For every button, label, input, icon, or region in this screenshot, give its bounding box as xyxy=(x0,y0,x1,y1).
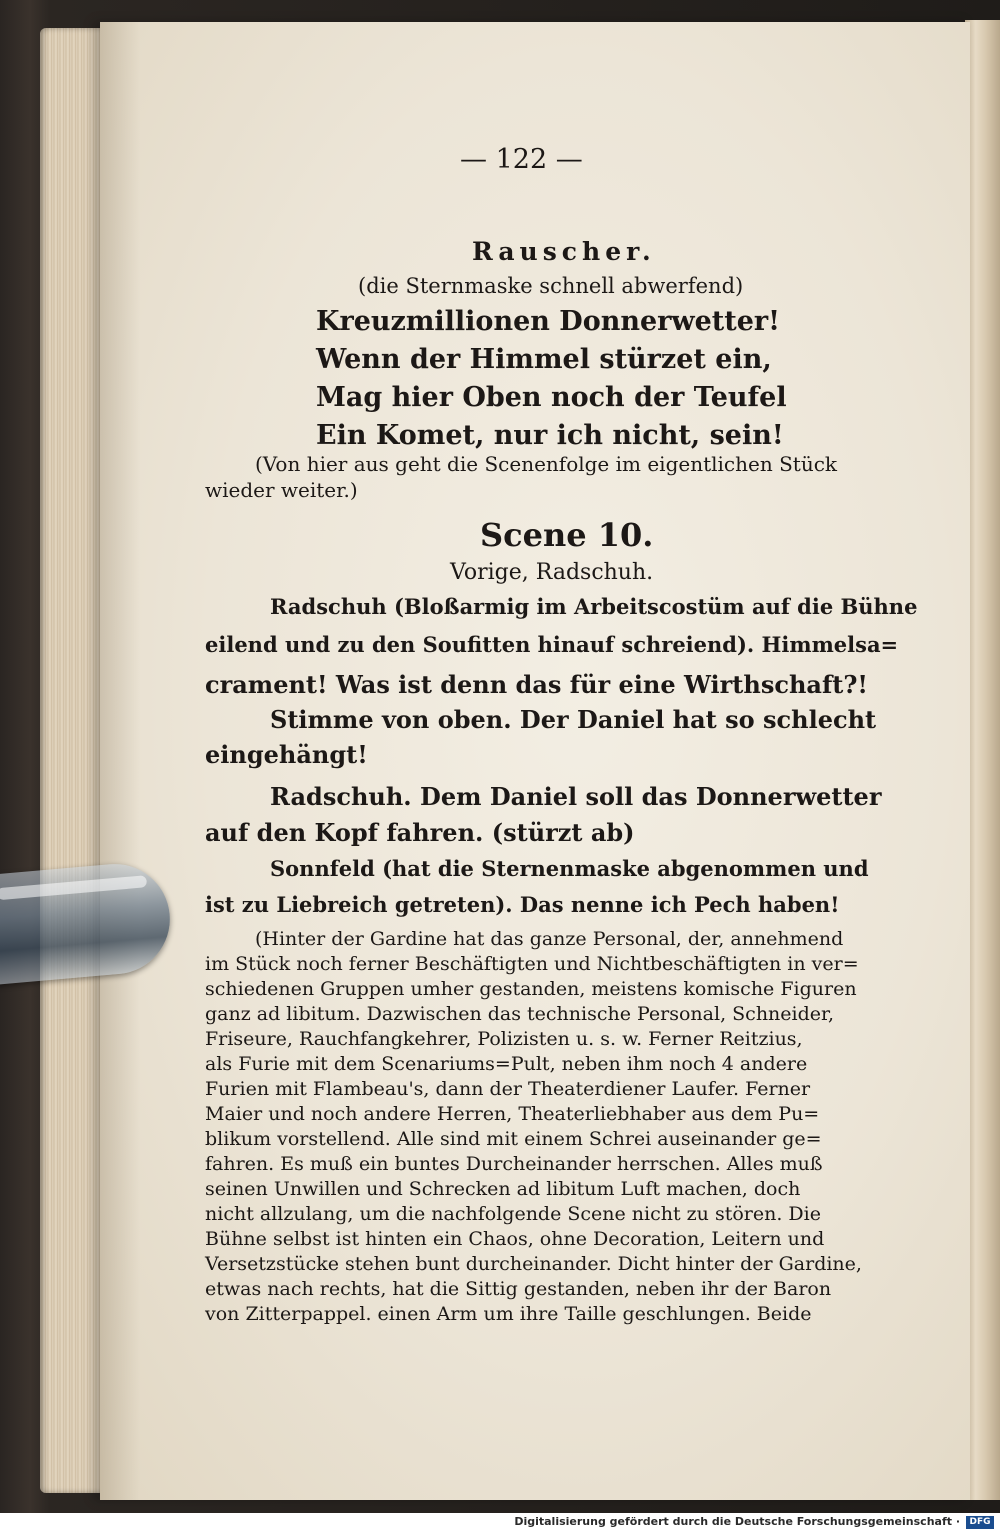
speaker-rauscher: Rauscher. xyxy=(472,237,656,266)
stage-direction-line: etwas nach rechts, hat die Sittig gestanden, neben ihr der Baron xyxy=(205,1278,832,1300)
cover-edge xyxy=(965,20,1000,1500)
dialogue-line: Stimme von oben. Der Daniel hat so schlecht xyxy=(270,705,877,734)
dialogue-line: eilend und zu den Soufitten hinauf schreiend). Himmelsa= xyxy=(205,632,899,657)
note-line: (Von hier aus geht die Scenenfolge im eigentlichen Stück xyxy=(255,452,838,476)
stage-direction-line: schiedenen Gruppen umher gestanden, meistens komische Figuren xyxy=(205,978,857,1000)
clip-highlight xyxy=(0,875,147,900)
page-number: — 122 — xyxy=(460,144,583,175)
scene-persons: Vorige, Radschuh. xyxy=(450,560,654,585)
stage-direction-line: Friseure, Rauchfangkehrer, Polizisten u. s. w. Ferner Reitzius, xyxy=(205,1028,803,1050)
dialogue-line: Radschuh. Dem Daniel soll das Donnerwetter xyxy=(270,782,882,811)
verse-line: Ein Komet, nur ich nicht, sein! xyxy=(316,420,784,451)
verse-line: Mag hier Oben noch der Teufel xyxy=(316,382,787,413)
stage-direction-line: Bühne selbst ist hinten ein Chaos, ohne Decoration, Leitern und xyxy=(205,1228,825,1250)
stage-direction-line: nicht allzulang, um die nachfolgende Scene nicht zu stören. Die xyxy=(205,1203,821,1225)
stage-direction-line: von Zitterpappel. einen Arm um ihre Taille geschlungen. Beide xyxy=(205,1303,812,1325)
dfg-logo: DFG xyxy=(966,1516,994,1529)
book-page xyxy=(100,22,970,1500)
dialogue-line: Radschuh (Bloßarmig im Arbeitscostüm auf die Bühne xyxy=(270,594,918,619)
stage-direction-line: (Hinter der Gardine hat das ganze Personal, der, annehmend xyxy=(255,928,844,950)
stage-direction-rauscher: (die Sternmaske schnell abwerfend) xyxy=(358,274,744,298)
gutter-shadow xyxy=(100,22,140,1500)
note-line: wieder weiter.) xyxy=(205,478,358,502)
stage-direction-line: ganz ad libitum. Dazwischen das technische Personal, Schneider, xyxy=(205,1003,835,1025)
stage-direction-line: Versetzstücke stehen bunt durcheinander. Dicht hinter der Gardine, xyxy=(205,1253,862,1275)
footer-bar xyxy=(0,1513,1000,1533)
stage-direction-line: seinen Unwillen und Schrecken ad libitum Luft machen, doch xyxy=(205,1178,801,1200)
dialogue-line: eingehängt! xyxy=(205,740,368,769)
verse-line: Wenn der Himmel stürzet ein, xyxy=(316,344,772,375)
dialogue-line: Sonnfeld (hat die Sternenmaske abgenommen und xyxy=(270,856,869,881)
dialogue-line: ist zu Liebreich getreten). Das nenne ich Pech haben! xyxy=(205,892,840,917)
dialogue-line: crament! Was ist denn das für eine Wirthschaft?! xyxy=(205,670,868,699)
stage-direction-line: Maier und noch andere Herren, Theaterliebhaber aus dem Pu= xyxy=(205,1103,820,1125)
footer-credit: Digitalisierung gefördert durch die Deutsche Forschungsgemeinschaft · xyxy=(514,1515,960,1528)
stage-direction-line: blikum vorstellend. Alle sind mit einem Schrei auseinander ge= xyxy=(205,1128,822,1150)
stage-direction-line: im Stück noch ferner Beschäftigten und Nichtbeschäftigten in ver= xyxy=(205,953,859,975)
scene-title: Scene 10. xyxy=(480,516,654,554)
verse-line: Kreuzmillionen Donnerwetter! xyxy=(316,306,780,337)
dialogue-line: auf den Kopf fahren. (stürzt ab) xyxy=(205,818,635,847)
stage-direction-line: als Furie mit dem Scenariums=Pult, neben ihm noch 4 andere xyxy=(205,1053,808,1075)
stage-direction-line: fahren. Es muß ein buntes Durcheinander herrschen. Alles muß xyxy=(205,1153,823,1175)
stage-direction-line: Furien mit Flambeau's, dann der Theaterdiener Laufer. Ferner xyxy=(205,1078,811,1100)
